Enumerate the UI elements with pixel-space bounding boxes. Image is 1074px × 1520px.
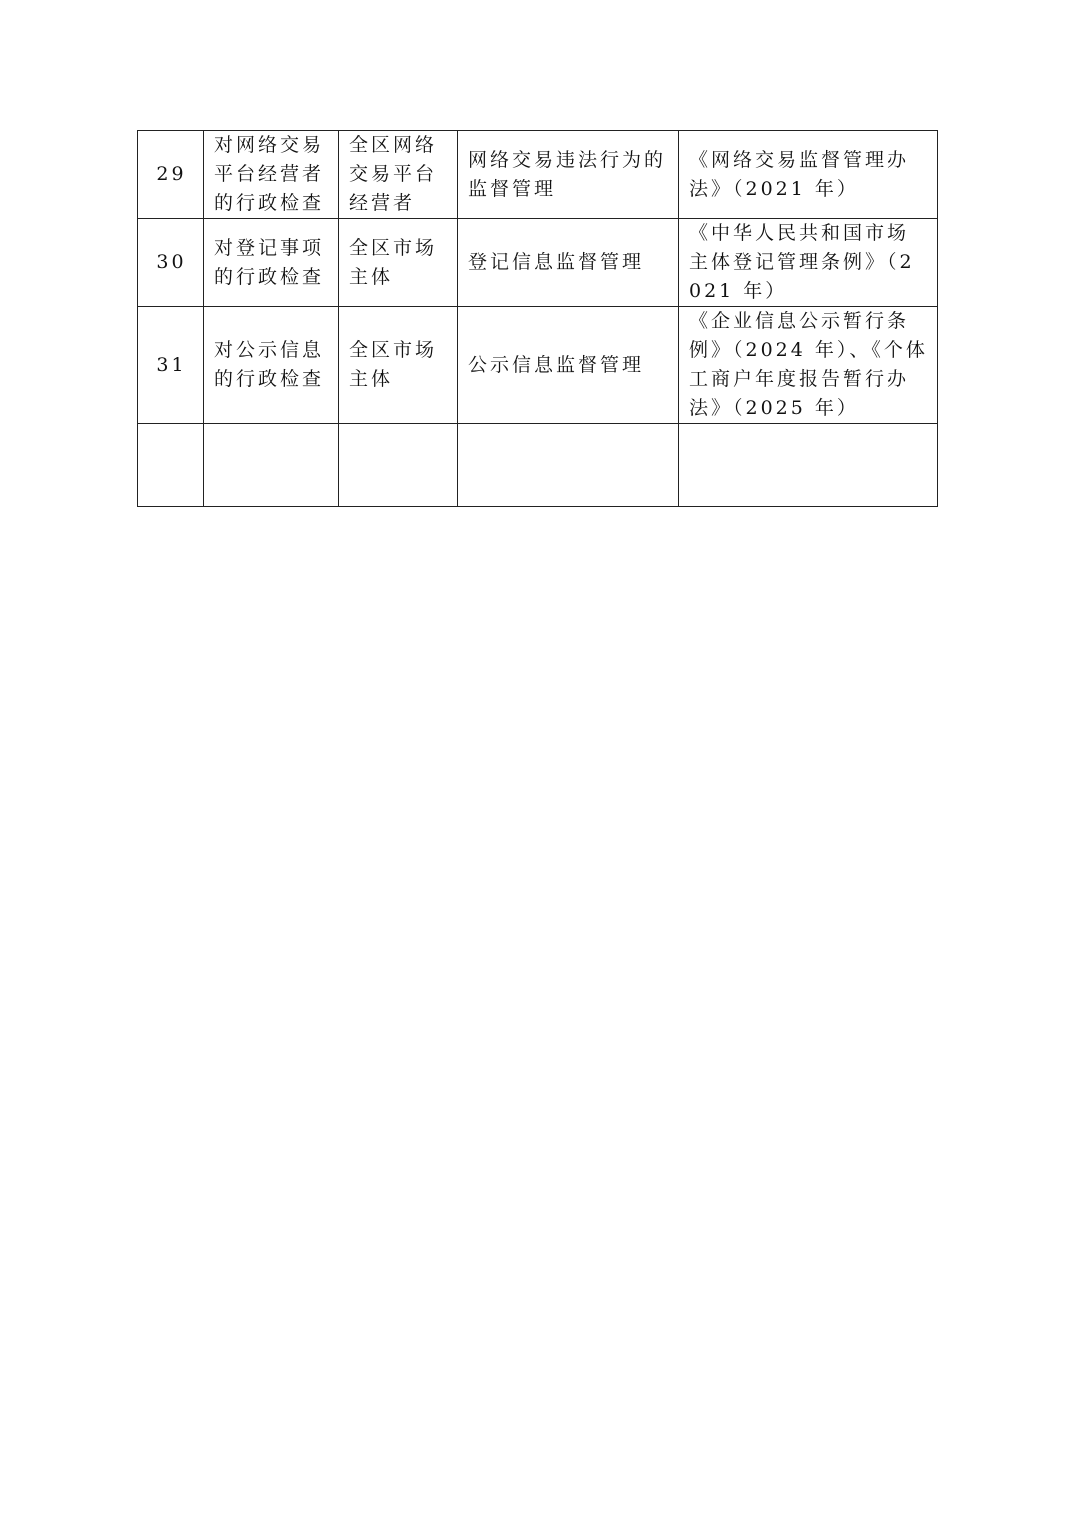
inspection-object-cell: 全区市场主体 — [339, 307, 458, 424]
inspection-content-cell: 登记信息监督管理 — [458, 219, 679, 307]
inspection-object-cell — [339, 424, 458, 507]
legal-basis-cell: 《中华人民共和国市场主体登记管理条例》（2021 年） — [679, 219, 938, 307]
inspection-item-cell: 对登记事项的行政检查 — [204, 219, 339, 307]
inspection-item-cell — [204, 424, 339, 507]
row-number-cell: 29 — [138, 131, 204, 219]
inspection-object-cell: 全区市场主体 — [339, 219, 458, 307]
row-number-cell — [138, 424, 204, 507]
legal-basis-cell: 《企业信息公示暂行条例》（2024 年）、《个体工商户年度报告暂行办法》（2025 年） — [679, 307, 938, 424]
legal-basis-cell: 《网络交易监督管理办法》（2021 年） — [679, 131, 938, 219]
inspection-content-cell — [458, 424, 679, 507]
row-number-cell: 30 — [138, 219, 204, 307]
inspection-content-cell: 网络交易违法行为的监督管理 — [458, 131, 679, 219]
inspection-items-table — [137, 130, 938, 507]
inspection-object-cell: 全区网络交易平台经营者 — [339, 131, 458, 219]
inspection-content-cell: 公示信息监督管理 — [458, 307, 679, 424]
inspection-item-cell: 对网络交易平台经营者的行政检查 — [204, 131, 339, 219]
table-row — [138, 219, 938, 307]
table-row — [138, 307, 938, 424]
legal-basis-cell — [679, 424, 938, 507]
empty-table-row — [138, 424, 938, 507]
table-row — [138, 131, 938, 219]
inspection-item-cell: 对公示信息的行政检查 — [204, 307, 339, 424]
row-number-cell: 31 — [138, 307, 204, 424]
